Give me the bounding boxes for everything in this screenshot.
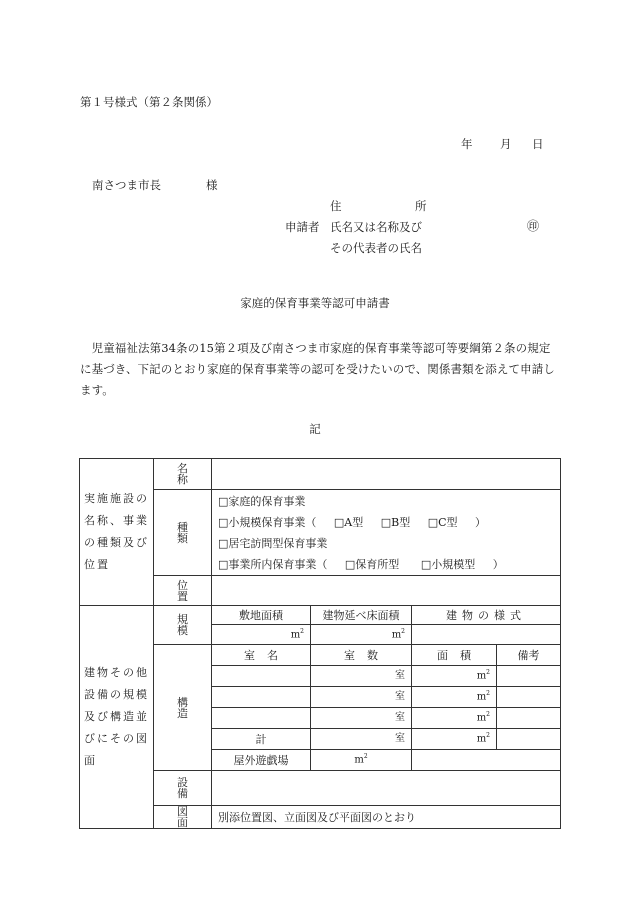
total-label: 計 bbox=[212, 729, 311, 750]
location-label: 位置 bbox=[154, 576, 212, 606]
drawing-label: 図面 bbox=[154, 806, 212, 829]
kind2-close: ） bbox=[475, 515, 487, 529]
name-label: 名称 bbox=[154, 459, 212, 490]
kind4-close: ） bbox=[492, 557, 504, 571]
kind2-a: □A型 bbox=[333, 515, 364, 529]
name-value bbox=[212, 459, 561, 490]
total-area-unit: $m^2$ bbox=[412, 729, 497, 750]
remarks-cell bbox=[497, 666, 561, 687]
outdoor-remarks-cell bbox=[412, 750, 561, 771]
room-name-cell bbox=[212, 708, 311, 729]
building-style-value bbox=[412, 625, 561, 645]
date-day: 日 bbox=[532, 137, 544, 151]
seal-mark: ㊞ bbox=[527, 219, 540, 233]
equipment-label: 設備 bbox=[154, 771, 212, 806]
kind-label: 種類 bbox=[154, 490, 212, 576]
room-count-unit: 室 bbox=[311, 708, 412, 729]
room-name-cell bbox=[212, 666, 311, 687]
addressee-honorific: 様 bbox=[206, 178, 218, 192]
structure-header-room-name: 室名 bbox=[212, 645, 311, 666]
location-value bbox=[212, 576, 561, 606]
kind2-b: □B型 bbox=[380, 515, 411, 529]
scale-header-building-style: 建物の様式 bbox=[412, 606, 561, 625]
document-title: 家庭的保育事業等認可申請書 bbox=[240, 296, 390, 310]
room-name-cell bbox=[212, 687, 311, 708]
address-label-b: 所 bbox=[415, 199, 427, 213]
outdoor-area-unit: $m^2$ bbox=[311, 750, 412, 771]
address-label-a: 住 bbox=[330, 199, 342, 213]
room-count-unit: 室 bbox=[311, 666, 412, 687]
date-month: 月 bbox=[500, 137, 512, 151]
kind4-b: □小規模型 bbox=[420, 557, 476, 571]
applicant-role-label: 申請者 bbox=[285, 220, 320, 234]
application-table bbox=[79, 458, 561, 829]
room-area-unit: $m^2$ bbox=[412, 687, 497, 708]
scale-label: 規模 bbox=[154, 606, 212, 645]
floor-area-unit: $m^2$ bbox=[311, 625, 412, 645]
representative-label: その代表者の氏名 bbox=[330, 241, 422, 255]
kind4-a: □保育所型 bbox=[344, 557, 400, 571]
room-area-unit: $m^2$ bbox=[412, 708, 497, 729]
room-area-unit: $m^2$ bbox=[412, 666, 497, 687]
addressee bbox=[92, 178, 218, 192]
applicant-name-label: 氏名又は名称及び bbox=[330, 220, 422, 234]
room-count-unit: 室 bbox=[311, 687, 412, 708]
outdoor-playground-label: 屋外遊戯場 bbox=[212, 750, 311, 771]
kind2-prefix: □小規模保育事業（ bbox=[218, 515, 317, 529]
form-number: 第１号様式（第２条関係） bbox=[80, 95, 218, 109]
site-area-unit: $m^2$ bbox=[212, 625, 311, 645]
addressee-name: 南さつま市長 bbox=[92, 178, 161, 192]
kind4-prefix: □事業所内保育事業（ bbox=[218, 557, 328, 571]
kind-option-4 bbox=[218, 554, 554, 575]
date-year: 年 bbox=[461, 137, 473, 151]
kind-option-1: □家庭的保育事業 bbox=[218, 494, 306, 508]
scale-header-floor-area: 建物延べ床面積 bbox=[311, 606, 412, 625]
section1-label: 実施施設の名称、事業の種類及び位置 bbox=[80, 459, 154, 606]
remarks-cell bbox=[497, 687, 561, 708]
scale-header-site-area: 敷地面積 bbox=[212, 606, 311, 625]
structure-label: 構造 bbox=[154, 645, 212, 771]
ki-heading: 記 bbox=[309, 422, 321, 436]
section2-label: 建物その他設備の規模及び構造並びにその図面 bbox=[80, 606, 154, 829]
drawing-value: 別添位置図、立面図及び平面図のとおり bbox=[212, 806, 561, 829]
kind-options bbox=[212, 490, 561, 576]
structure-header-remarks: 備考 bbox=[497, 645, 561, 666]
remarks-cell bbox=[497, 708, 561, 729]
kind2-c: □C型 bbox=[427, 515, 458, 529]
total-remarks-cell bbox=[497, 729, 561, 750]
equipment-value bbox=[212, 771, 561, 806]
body-paragraph: 児童福祉法第34条の15第２項及び南さつま市家庭的保育事業等認可等要綱第２条の規定に基づき、下記のとおり家庭的保育事業等の認可を受けたいので、関係書類を添えて申請します。 bbox=[80, 341, 555, 397]
structure-header-room-count: 室数 bbox=[311, 645, 412, 666]
kind-option-3: □居宅訪問型保育事業 bbox=[218, 536, 328, 550]
kind-option-2 bbox=[218, 512, 554, 533]
structure-header-area: 面積 bbox=[412, 645, 497, 666]
total-room-unit: 室 bbox=[311, 729, 412, 750]
